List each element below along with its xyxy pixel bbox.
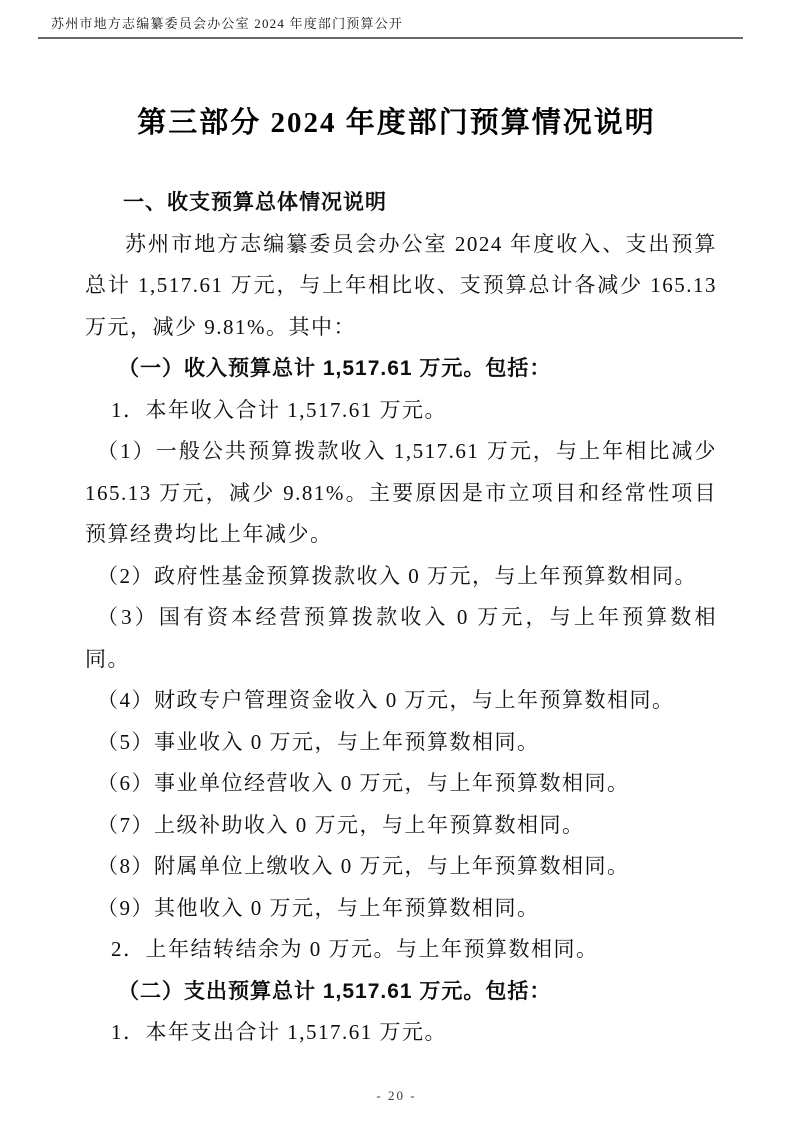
list-item-state-capital-income: （3）国有资本经营预算拨款收入 0 万元，与上年预算数相同。 <box>85 605 717 671</box>
page-header <box>38 0 743 39</box>
list-item-superior-subsidy-income: （7）上级补助收入 0 万元，与上年预算数相同。 <box>97 812 585 837</box>
list-item-general-public-budget-income: （1）一般公共预算拨款收入 1,517.61 万元，与上年相比减少 165.13 万元，减少 9.81%。主要原因是市立项目和经常性项目预算经费均比上年减少。 <box>85 439 717 546</box>
list-item-current-year-expense: 1．本年支出合计 1,517.61 万元。 <box>111 1020 447 1044</box>
section-heading-income-expense-overview: 一、收支预算总体情况说明 <box>123 191 387 214</box>
list-item-prior-year-carryover: 2．上年结转结余为 0 万元。与上年预算数相同。 <box>111 937 599 961</box>
paragraph-budget-total-overview: 苏州市地方志编纂委员会办公室 2024 年度收入、支出预算总计 1,517.61 万元，与上年相比收、支预算总计各减少 165.13 万元，减少 9.81%。其中： <box>85 231 717 339</box>
document-title: 第三部分 2024 年度部门预算情况说明 <box>137 107 656 139</box>
list-item-affiliated-unit-income: （8）附属单位上缴收入 0 万元，与上年预算数相同。 <box>97 854 630 878</box>
list-item-other-income: （9）其他收入 0 万元，与上年预算数相同。 <box>97 895 540 920</box>
document-body <box>85 182 717 1054</box>
page-header-text: 苏州市地方志编纂委员会办公室 2024 年度部门预算公开 <box>51 16 404 31</box>
sub-heading-income-budget-total: （一）收入预算总计 1,517.61 万元。包括： <box>118 357 552 380</box>
list-item-fiscal-special-account-income: （4）财政专户管理资金收入 0 万元，与上年预算数相同。 <box>97 688 675 712</box>
list-item-institution-operating-income: （6）事业单位经营收入 0 万元，与上年预算数相同。 <box>97 771 630 795</box>
list-item-government-fund-income: （2）政府性基金预算拨款收入 0 万元，与上年预算数相同。 <box>97 563 697 588</box>
list-item-institutional-income: （5）事业收入 0 万元，与上年预算数相同。 <box>97 729 540 754</box>
page-number: - 20 - <box>376 1088 417 1103</box>
list-item-current-year-income: 1．本年收入合计 1,517.61 万元。 <box>111 397 447 422</box>
page-footer <box>0 1088 793 1104</box>
sub-heading-expense-budget-total: （二）支出预算总计 1,517.61 万元。包括： <box>118 979 552 1003</box>
